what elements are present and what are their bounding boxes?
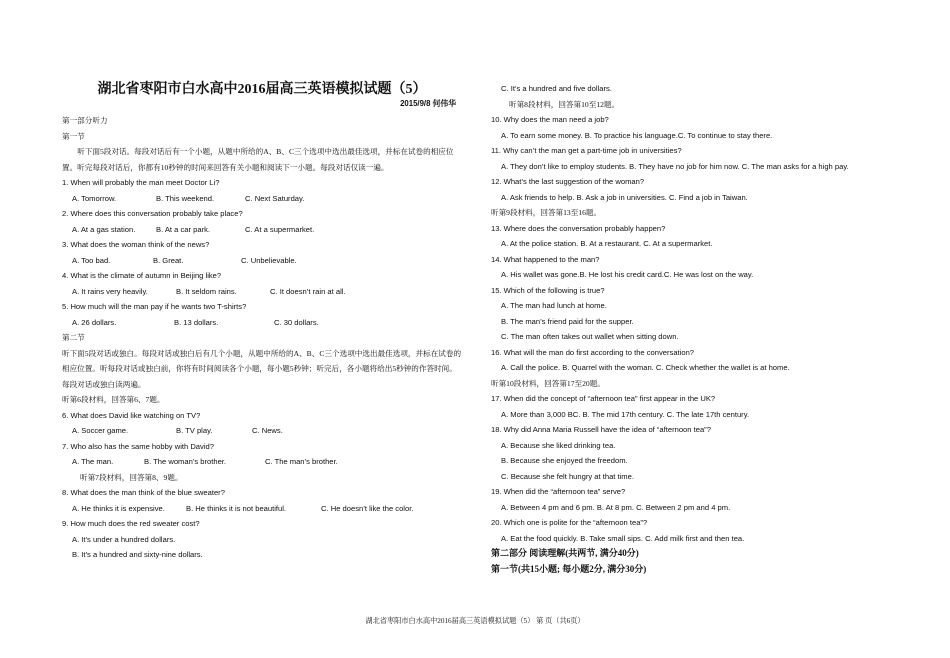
question-12-options: A. Ask friends to help. B. Ask a job in universities. C. Find a job in Taiwan. <box>501 192 748 202</box>
date-author: 2015/9/8 何伟华 <box>400 99 456 108</box>
section1-instructions: 听下面5段对话。每段对话后有一个小题，从题中所给的A、B、C三个选项中选出最佳选项，并标在试卷的相应位置。听完每段对话后，你都有10秒钟的时间来回答有关小题和阅读下一小题。每段对话仅读一遍。 <box>62 147 454 172</box>
question-19: 19. When did the “afternoon tea” serve? <box>491 487 626 496</box>
option-c: C. 30 dollars. <box>274 317 319 327</box>
listening-7-note: 听第7段材料，回答第8、9题。 <box>80 472 183 482</box>
question-9-option-c: C. It’s a hundred and five dollars. <box>501 84 612 93</box>
option-b: B. Great. <box>153 255 184 265</box>
listening-6-note: 听第6段材料，回答第6、7题。 <box>62 395 165 404</box>
question-7-options <box>62 454 462 470</box>
option-b: B. It seldom rains. <box>176 286 237 296</box>
question-16-options: A. Call the police. B. Quarrel with the woman. C. Check whether the wallet is at home. <box>501 363 790 372</box>
question-8: 8. What does the man think of the blue sweater? <box>62 488 225 497</box>
listening-9-note: 听第9段材料，回答第13至16题。 <box>491 208 602 217</box>
question-14: 14. What happened to the man? <box>491 254 600 264</box>
question-11: 11. Why can’t the man get a part-time job in universities? <box>491 146 682 155</box>
question-19-options: A. Between 4 pm and 6 pm. B. At 8 pm. C. Between 2 pm and 4 pm. <box>501 502 731 512</box>
question-18-option-b: B. Because she enjoyed the freedom. <box>501 456 628 465</box>
section1-heading: 第一节 <box>62 131 85 141</box>
section2-heading: 第二节 <box>62 333 85 342</box>
question-6: 6. What does David like watching on TV? <box>62 410 201 420</box>
question-8-options <box>62 501 462 517</box>
question-7: 7. Who also has the same hobby with David? <box>62 441 214 451</box>
option-c: C. The man’s brother. <box>265 457 338 466</box>
question-18-option-c: C. Because she felt hungry at that time. <box>501 471 634 481</box>
option-b: B. At a car park. <box>156 224 211 234</box>
question-13: 13. Where does the conversation probably happen? <box>491 223 666 233</box>
question-11-options: A. They don’t like to employ students. B. They have no job for him now. C. The man asks for a high pay. <box>501 161 849 171</box>
question-3: 3. What does the woman think of the news? <box>62 240 210 249</box>
option-a: A. 26 dollars. <box>72 317 117 327</box>
question-9: 9. How much does the red sweater cost? <box>62 519 200 528</box>
option-b: B. He thinks it is not beautiful. <box>186 503 287 513</box>
option-a: A. Too bad. <box>72 255 111 265</box>
page-title: 湖北省枣阳市白水高中2016届高三英语模拟试题（5） <box>97 82 427 97</box>
question-9-option-a: A. It’s under a hundred dollars. <box>72 534 176 544</box>
option-a: A. The man. <box>72 457 114 466</box>
question-17-options: A. More than 3,000 BC. B. The mid 17th century. C. The late 17th century. <box>501 409 750 419</box>
question-3-options <box>62 253 462 269</box>
option-b: B. TV play. <box>176 426 213 435</box>
question-15-option-b: B. The man’s friend paid for the supper. <box>501 316 634 326</box>
part2-section1-heading: 第一节(共15小题; 每小题2分, 满分30分) <box>491 563 647 574</box>
question-5-options <box>62 315 462 331</box>
option-a: A. It rains very heavily. <box>72 286 148 296</box>
question-2-options <box>62 222 462 238</box>
question-5: 5. How much will the man pay if he wants two T-shirts? <box>62 302 247 311</box>
question-15-option-c: C. The man often takes out wallet when sitting down. <box>501 332 679 341</box>
question-15: 15. Which of the following is true? <box>491 285 605 295</box>
question-12: 12. What’s the last suggestion of the woman? <box>491 177 645 186</box>
question-17: 17. When did the concept of “afternoon tea” first appear in the UK? <box>491 394 716 403</box>
option-c: C. He doesn’t like the color. <box>321 503 414 513</box>
question-10: 10. Why does the man need a job? <box>491 115 609 124</box>
question-4-options <box>62 284 462 300</box>
option-a: A. At a gas station. <box>72 224 136 234</box>
option-a: A. He thinks it is expensive. <box>72 503 165 513</box>
option-a: A. Tomorrow. <box>72 193 117 203</box>
question-20-options: A. Eat the food quickly. B. Take small sips. C. Add milk first and then tea. <box>501 533 745 543</box>
left-column <box>62 113 462 563</box>
option-b: B. 13 dollars. <box>174 317 219 327</box>
question-1-options <box>62 191 462 207</box>
question-1: 1. When will probably the man meet Doctor Li? <box>62 178 220 187</box>
option-b: B. The woman’s brother. <box>144 457 227 466</box>
part1-heading: 第一部分听力 <box>62 116 108 125</box>
option-b: B. This weekend. <box>156 193 215 203</box>
question-14-options: A. His wallet was gone.B. He lost his credit card.C. He was lost on the way. <box>501 270 754 279</box>
option-c: C. Unbelievable. <box>241 255 297 265</box>
question-6-options <box>62 423 462 439</box>
question-2: 2. Where does this conversation probably take place? <box>62 209 243 218</box>
option-a: A. Soccer game. <box>72 426 129 435</box>
page-footer: 湖北省枣阳市白水高中2016届高三英语模拟试题（5） 第 页（共6页） <box>365 617 585 625</box>
option-c: C. It doesn’t rain at all. <box>270 286 346 296</box>
question-15-option-a: A. The man had lunch at home. <box>501 301 607 310</box>
question-18-option-a: A. Because she liked drinking tea. <box>501 440 616 450</box>
question-13-options: A. At the police station. B. At a restaurant. C. At a supermarket. <box>501 239 713 248</box>
question-20: 20. Which one is polite for the “afternoon tea”? <box>491 518 648 527</box>
section2-instructions: 听下面5段对话或独白。每段对话或独白后有几个小题，从题中所给的A、B、C三个选项中选出最佳选项，并标在试卷的相应位置。听每段对话或独白前，你将有时间阅读各个小题，每小题5秒钟；听完后，各小题将给出5秒钟的作答时间。每段对话或独白读两遍。 <box>62 348 462 389</box>
question-18: 18. Why did Anna Maria Russell have the idea of “afternoon tea”? <box>491 425 711 434</box>
part2-heading: 第二部分 阅读理解(共两节, 满分40分) <box>491 548 639 558</box>
right-column <box>491 81 911 577</box>
listening-8-note: 听第8段材料，回答第10至12题。 <box>509 99 620 109</box>
question-4: 4. What is the climate of autumn in Beijing like? <box>62 271 222 280</box>
listening-10-note: 听第10段材料，回答第17至20题。 <box>491 378 605 388</box>
question-10-options: A. To earn some money. B. To practice his language.C. To continue to stay there. <box>501 130 773 140</box>
question-9-option-b: B. It’s a hundred and sixty-nine dollars. <box>72 550 203 559</box>
option-c: C. News. <box>252 426 283 435</box>
option-c: C. At a supermarket. <box>245 224 315 234</box>
question-16: 16. What will the man do first according to the conversation? <box>491 347 695 357</box>
option-c: C. Next Saturday. <box>245 193 305 203</box>
